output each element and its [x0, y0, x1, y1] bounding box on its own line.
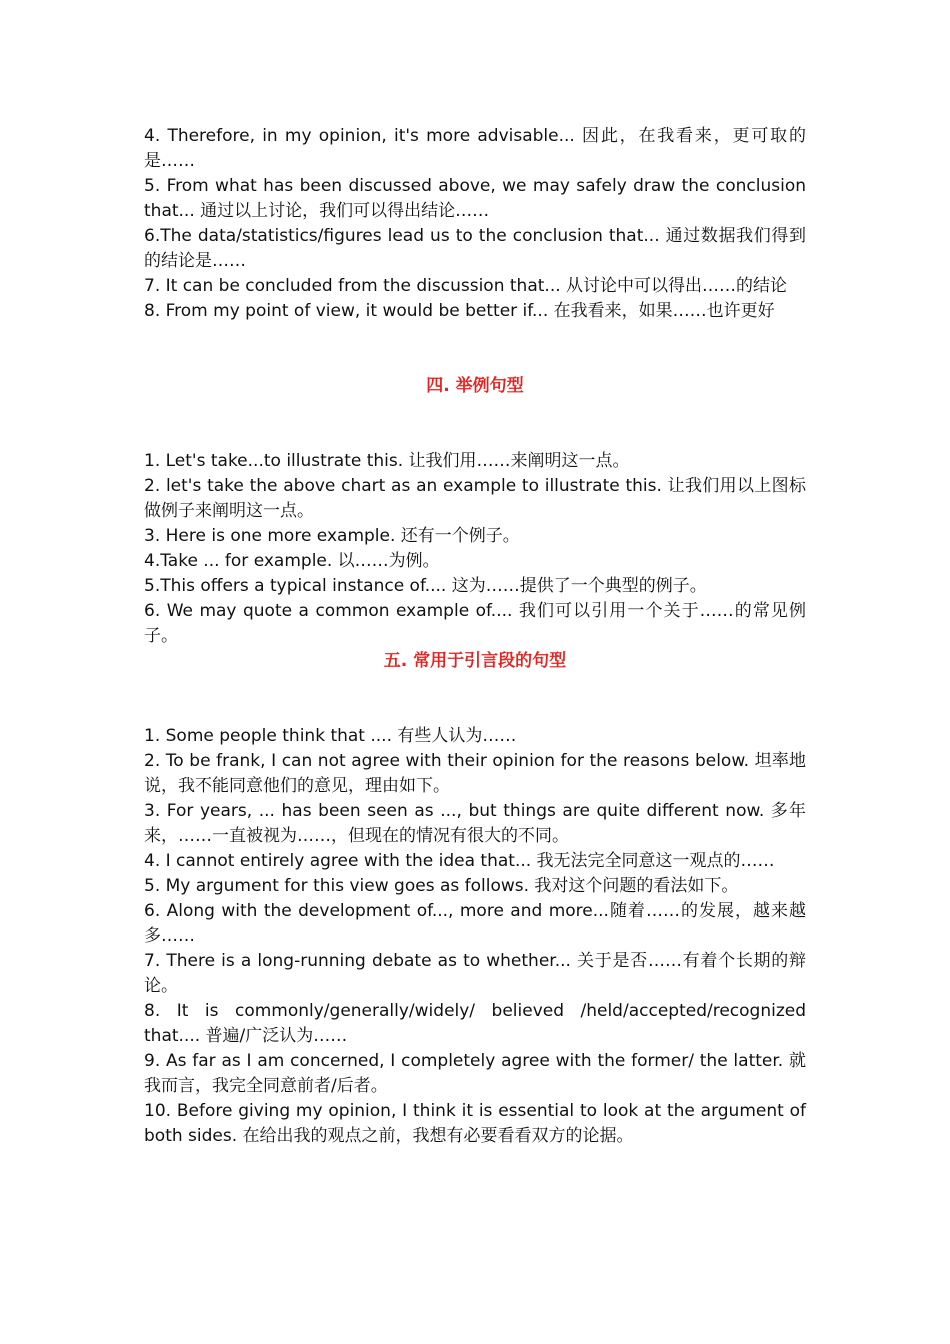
list-item: 7. There is a long-running debate as to whether... 关于是否……有着个长期的辩论。	[144, 951, 806, 996]
list-item: 10. Before giving my opinion, I think it is essential to look at the argument of both sides. 在给出我的观点之前，我想有必要看看双方的论据。	[144, 1101, 806, 1146]
spacer	[144, 674, 806, 724]
list-item: 4. Therefore, in my opinion, it's more advisable... 因此，在我看来，更可取的是……	[144, 126, 806, 171]
list-item: 6.The data/statistics/figures lead us to the conclusion that... 通过数据我们得到的结论是……	[144, 226, 806, 271]
section-heading-introduction: 五. 常用于引言段的句型	[383, 651, 567, 671]
list-item: 7. It can be concluded from the discussion that... 从讨论中可以得出……的结论	[144, 276, 788, 296]
section-heading-examples: 四. 举例句型	[426, 376, 524, 396]
list-item: 5. My argument for this view goes as follows. 我对这个问题的看法如下。	[144, 876, 739, 896]
list-item: 8. From my point of view, it would be better if... 在我看来，如果……也许更好	[144, 301, 775, 321]
list-item: 9. As far as I am concerned, I completely agree with the former/ the latter. 就我而言，我完全同意前者/后者。	[144, 1051, 806, 1096]
list-item: 6. Along with the development of..., more and more...随着……的发展，越来越多……	[144, 901, 806, 946]
list-item: 4. I cannot entirely agree with the idea that... 我无法完全同意这一观点的……	[144, 851, 775, 871]
list-item: 5.This offers a typical instance of.... 这为……提供了一个典型的例子。	[144, 576, 707, 596]
list-item: 1. Some people think that .... 有些人认为……	[144, 726, 517, 746]
spacer	[144, 399, 806, 449]
list-item: 1. Let's take...to illustrate this. 让我们用……来阐明这一点。	[144, 451, 630, 471]
list-item: 8. It is commonly/generally/widely/ believed /held/accepted/recognized that.... 普遍/广泛认为……	[144, 1001, 806, 1046]
list-item: 6. We may quote a common example of.... 我们可以引用一个关于……的常见例子。	[144, 601, 806, 646]
document-page	[144, 124, 806, 1149]
list-item: 4.Take ... for example. 以……为例。	[144, 551, 440, 571]
list-item: 2. To be frank, I can not agree with their opinion for the reasons below. 坦率地说，我不能同意他们的意见，理由如下。	[144, 751, 806, 796]
list-item: 3. Here is one more example. 还有一个例子。	[144, 526, 520, 546]
list-item: 2. let's take the above chart as an example to illustrate this. 让我们用以上图标做例子来阐明这一点。	[144, 476, 806, 521]
list-item: 5. From what has been discussed above, we may safely draw the conclusion that... 通过以上讨论，我们可以得出结论……	[144, 176, 806, 221]
list-item: 3. For years, ... has been seen as ..., but things are quite different now. 多年来，……一直被视为……，但现在的情况有很大的不同。	[144, 801, 806, 846]
spacer	[144, 324, 806, 374]
